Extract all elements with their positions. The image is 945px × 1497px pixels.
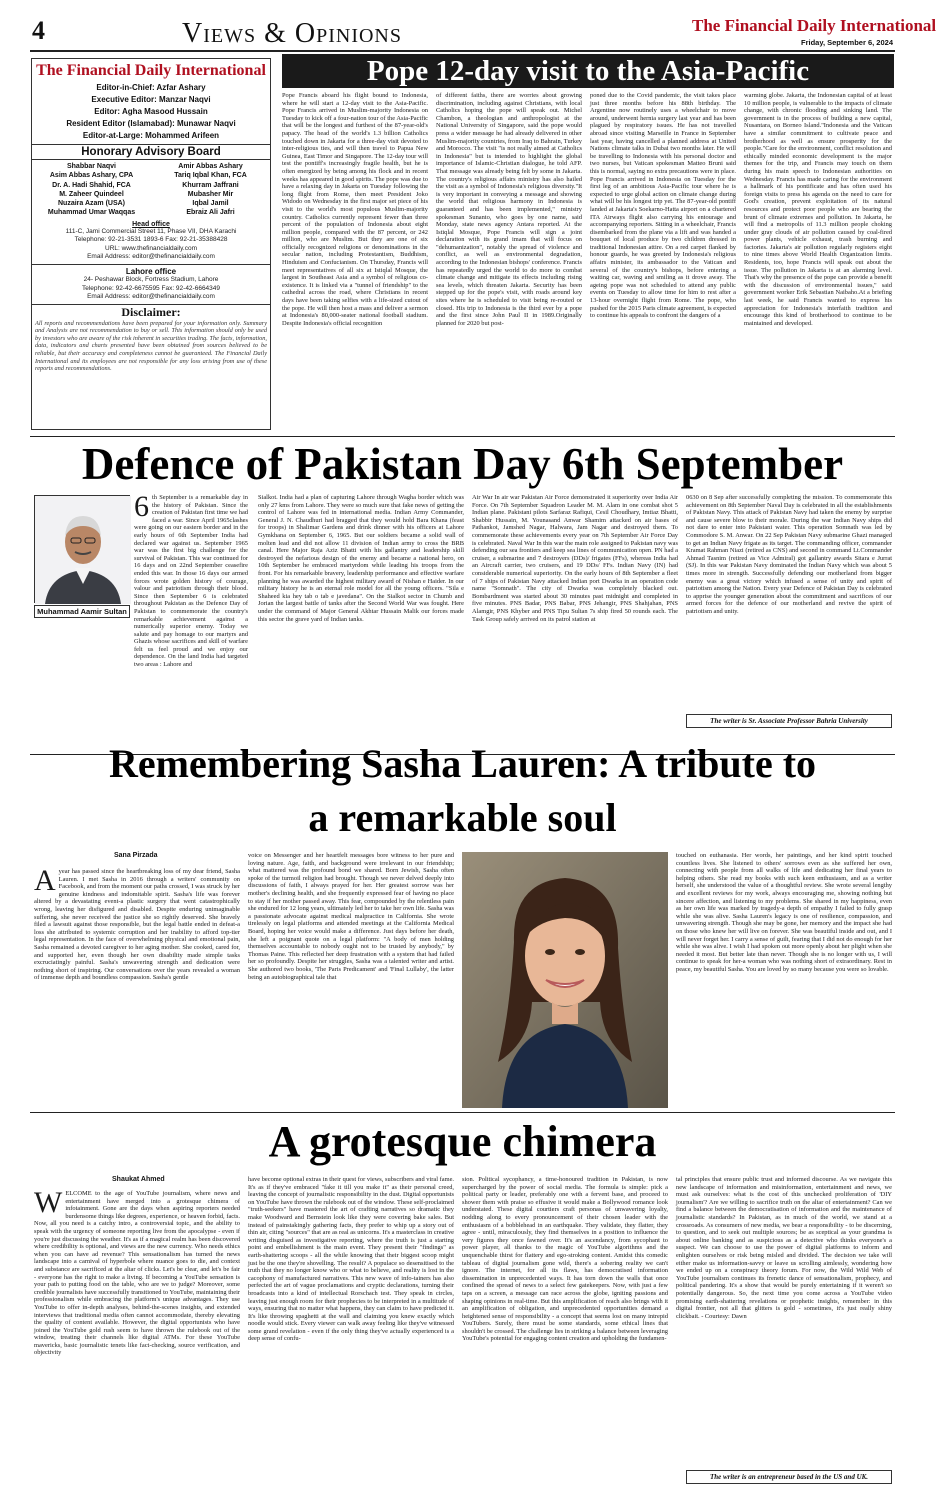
article-column: have become optional extras in their quest for views, subscribers and viral fame. It's as if they've embraced "fake it till you make it" as their personal creed, leaving the concept of journalistic responsibility in the dust. Digital opportunists on YouTube have thrown the rulebook out of the window. These self-proclaimed "truth-seekers" have mastered the art of crafting narratives so dramatic they make Woodward and Bernstein look like they were covering bake sales. But instead of painstakingly gathering facts, they prefer to whip up a story out of thin air, citing "sources" that are as real as unicorns. It's a masterclass in creative writing disguised as investigative reporting, where the truth is just a starting point and embellishment is the main event. They present their "findings" as earth-shattering scoops - all the while knowing that their biggest scoop might just be the one they're shovelling. The result? A populace so desensitised to the truth that they no longer know who or what to believe, and reality is lost in the cacophony of manufactured narratives. This new wave of info-tainers has also perfected the art of vague proclamations and cryptic declarations, turning their broadcasts into a kind of intellectual Rorschach test. They speak in circles, leaving just enough room for their prophecies to be interpreted in a multitude of ways, ensuring that no matter what happens, they can claim to have predicted it. It's like throwing spaghetti at the wall and claiming you knew exactly which noodle would stick. Every viewer can walk away feeling like they've witnessed some grand revelation - even if the only thing they've actually experienced is a deep sense of confu- <box>248 1176 455 1343</box>
article-column: sion. Political sycophancy, a time-honoured tradition in Pakistan, is now supercharged by the power of social media. The formula is simple: pick a political party or leader, preferably one with a fervent base, and proceed to shower them with praise so effusive it would make a Bollywood romance look understated. These digital courtiers craft personas of unwavering loyalty, nodding along to every pronouncement of their chosen leader with the enthusiasm of a bobblehead in an earthquake. They validate, they flatter, they agree - until, miraculously, they find themselves in a position to influence the very figures they once fawned over. It's an ascendancy, from sycophant to power player, all thanks to the magic of YouTube algorithms and the unquenchable thirst for flattery and ego-stroking content. Amidst this comedic tableau of digital journalism gone wild, there's a sobering reality we can't ignore. The internet, for all its flaws, has democratised information dissemination in unprecedented ways. It has torn down the walls that once confined the spread of news to a select few gatekeepers. Now, with just a few taps on a screen, a message can race across the globe, igniting passions and shaping opinions in real-time. But this amplification of reach also brings with it an amplification of obligation, and unprecedented opportunities demand a heightened sense of responsibility - a concept that seems lost on many intrepid YouTubers. Surely, there must be some standards, some ethical lines that shouldn't be crossed. The challenge lies in striking a balance between leveraging YouTube's potential for engaging content creation and upholding the fundamen- <box>462 1176 668 1343</box>
masthead-line: Editor: Agha Masood Hussain <box>94 107 208 116</box>
article-column <box>34 626 248 750</box>
author-name: Muhammad Aamir Sultan <box>34 605 130 618</box>
masthead-box <box>31 58 271 430</box>
article-column: warming globe. Jakarta, the Indonesian capital of at least 10 million people, is vulnerable to the impacts of climate change, with chronic flooding and sinking land. The government is in the process of building a new capital, Nusantara, on Borneo Island."Indonesia and the Vatican have a similar commitment to cultivate peace and brotherhood as well as ensure prosperity for the people."Care for the environment, conflict resolution and ethically minded economic development is the major themes for the trip, and Francis may touch on them during his main speech to Indonesian authorities on Wednesday. Francis has made caring for the environment a hallmark of his pontificate and has often used his foreign visits to press his agenda on the need to care for God's creation, prevent exploitation of its natural resources and protect poor people who are bearing the brunt of climate extremes and pollution. In Jakarta, he will find a metropolis of 11.3 million people choking under gray clouds of air pollution caused by coal-fired power plants, vehicle exhaust, trash burning and factories. Jakarta's air pollution regularly registers eight to nine times above World Health Organization limits. Residents, too, hope Francis will speak out about the issue. The pollution in Jakarta is at an alarming level. That's why the presence of the pope can provide a benefit with the discussion of environmental issues," said government worker Erik Sebastian Naibaho.At a briefing last week, he said Francis wanted to express his appreciation for Indonesia's interfaith tradition and encourage this kind of brotherhood to continue to be maintained and developed. <box>744 92 892 327</box>
advisor: Muhammad Umar Waqqas <box>47 209 136 217</box>
advisor: Tariq Iqbal Khan, FCA <box>174 172 247 180</box>
issue-date: Friday, September 6, 2024 <box>801 38 893 47</box>
section-rule <box>30 1112 895 1113</box>
head-office-address <box>32 228 270 262</box>
article-lead <box>134 490 248 669</box>
article-title: A grotesque chimera <box>268 1117 657 1166</box>
disclaimer-text: All reports and recommendations have been prepared for your information only. Summary and Analysis are not recommendation to buy or sell. This information should only be used by investors who are aware of the risk inherent in securities trading. The facts, information, data, indicators and charts presented have been obtained from sources believed to be reliable, but their accuracy and completeness cannot be guaranteed. The Financial Daily International and its employees are not responsible for any loss arising from use of these reports and recommendations. <box>35 319 267 373</box>
article-column: touched on euthanasia. Her words, her paintings, and her kind spirit touched countless lives. She listened to others' sorrows even as she suffered her own, connecting with people from all walks of life and dedicating her final years to helping others. She read my books with such keen enthusiasm, and as a writer herself, she understood the value of a thoughtful review. She wrote several lengthy and excellent reviews for my work, always encouraging me, showing nothing but sincere affection, and listening to my problems. She shared in my happiness, even as her own life was marked by tragedy-a depth of empathy I failed to fully grasp while she was alive. Sasha Lauren's legacy is one of resilience, compassion, and unwavering strength. Though she may be gone, her memory and the impact she had on those who knew her will live on forever. She was beautiful inside and out, and I will never forget her. I carry a sense of guilt, fearing that I did not do enough for her while she was alive. I wish I had spoken out more openly about her plight when she needed it most. But better late than never. Though she is no longer with us, I will continue to speak for her-a woman who was nothing short of extraordinary. Rest in peace, my beautiful Sasha. You are loved by so many because you were so lovable. <box>676 852 892 973</box>
section-rule <box>30 436 895 437</box>
lead-text: th September is a remarkable day in the history of Pakistan. Since the creation of Pakistan first time we had faced a war. Since April 1965clashes were going on our eastern border and in the early hours of 6th September India had declared war against us. September 1965 war was the first big challenge for the survival of Pakistan. This war continued for 16 days and on 22nd September ceasefire ended this war. In those 16 days our armed forces wrote golden history of courage, valour and patriotism through their blood. Since then September 6 is celebrated throughout Pakistan as the Defence Day of Pakistan to commemorate the country's remarkable achievement against a numerically superior enemy. Today we salute and pay homage to our martyrs and Ghazis whose sacrifices and skill of warfare felt us feel proud and we enjoy our dependence. On the land India had targeted two areas : Lahore and <box>134 494 248 669</box>
lahore-office-address <box>32 276 270 301</box>
article-column: 0630 on 8 Sep after successfully completing the mission. To commemorate this achievement on 8th September Naval Day is celebrated in all the establishments of Pakistan Navy. This attack of Pakistan Navy had taken the enemy by surprise and cause severe blow to their morale. During the war Indian Navy ships did not dare to enter into Pakistani water. This operation Somnath was led by Commodore S. M. Anwar. On 22 Sep Pakistan Navy submarine Ghazi managed to get an Indian Navy frigate as its target. The commanding officer, commander Kramat Rahman Niazi (retired as CNS) and second in command Lt.Commander Ahmad Tasnim (retired as Vice Admiral) got gallantry awards Sitara e Jurrat (SJ). In this war Pakistan Navy dominated the Indian Navy which was about 5 times more in strength. Successfully defending our motherland from bigger enemy was a great victory which infused a sense of unity and spirit of patriotism among the Nation. Every year Defence of Pakistan Day is celebrated to apprise the younger generation about the commitment and sacrifices of our armed forces for the defence of our motherland and revive the spirit of patriotism and unity. <box>686 494 892 615</box>
advisor: Khurram Jaffrani <box>182 181 239 189</box>
author-photo <box>34 495 130 603</box>
advisor: M. Zaheer Quindeel <box>59 190 124 198</box>
lahore-office-label: Lahore office <box>32 264 270 276</box>
author-portrait-icon <box>35 496 131 604</box>
woman-portrait-icon <box>462 852 668 1108</box>
advisor: Iqbal Jamil <box>192 200 229 208</box>
column-text: year has passed since the heartbreaking loss of my dear friend, Sasha Lauren. I met Sasha in 2016 through a writers' community on Facebook, and from the moment our paths crossed, I was struck by her genuine kindness and indomitable spirit. Sasha's life was forever altered by a devastating event-a plastic surgery that went catastrophically wrong, leaving her disfigured and disabled. Despite enduring unimaginable suffering, she never received the justice she so rightly deserved. She bravely filed a lawsuit against those responsible, but the legal battle ended in defeat-a loss she attributed to systemic corruption and her inability to afford top-tier legal representation. In the face of overwhelming physical and emotional pain, Sasha remained a devoted caregiver to her aging mother. She cooked, cared for, and supported her, even though her own disability made simple tasks excruciatingly painful. Sasha's unwavering strength and dedication were nothing short of inspiring. Our conversations over the years revealed a woman of immense depth and boundless compassion. Sasha's gentle <box>34 868 240 982</box>
page-number: 4 <box>32 16 45 45</box>
author-name: Sana Pirzada <box>114 852 158 859</box>
masthead-line: Resident Editor (Islamabad): Munawar Naqvi <box>66 119 236 128</box>
tribute-photo <box>462 852 668 1108</box>
head-office-label: Head office <box>132 220 170 228</box>
writer-note: The writer is an entrepreneur based in the US and UK. <box>686 1470 892 1484</box>
writer-note: The writer is Sr. Associate Professor Bahria University <box>686 714 892 728</box>
advisor: Amir Abbas Ashary <box>178 163 243 170</box>
dropcap: A <box>34 864 56 897</box>
article-title: Defence of Pakistan Day 6th September <box>81 439 844 489</box>
advisor: Ebraiz Ali Jafri <box>186 209 235 217</box>
author-name: Shaukat Ahmed <box>112 1176 165 1183</box>
article-column: voice on Messenger and her heartfelt messages bore witness to her pure and loving nature. Age, faith, and background were irrelevant in our friendship; what mattered was the profound bond we shared. Born Jewish, Sasha often spoke of the turmoil religion had brought. Though we never delved deeply into discussions of faith, I always prayed for her. Her greatest sorrow was her mother's declining health, and she frequently expressed fear of having no place to stay if her mother passed away. This fear, compounded by the relentless pain she endured for 12 long years, ultimately led her to take her own life. Sasha was a passionate advocate against medical malpractice in California. She wrote tirelessly on legal platforms and attended meetings at the California Medical Board, hoping her voice would make a difference. Just days before her death, she left a poignant quote on a legal platform: "A body of men holding themselves accountable to nobody ought not to be trusted by anybody," by Thomas Paine. This reflected her deep frustration with a system that had failed her so profoundly. Despite her struggles, Sasha was a talented writer and artist. She authored two books, 'The Paris Predicament' and 'Final Lullaby', the latter being an autobiographical tale that <box>248 852 454 981</box>
paper-name: The Financial Daily International <box>692 16 937 35</box>
advisory-board <box>32 162 270 218</box>
masthead-line: Editor-in-Chief: Azfar Ashary <box>96 83 206 92</box>
article-column: poned due to the Covid pandemic, the visit takes place just three months before his 88th birthday. The Argentine now routinely uses a wheelchair to move around, underwent hernia surgery last year and has been plagued by respiratory issues. He has not travelled abroad since visiting Marseille in France in September last year, having cancelled a planned address at United Nations climate talks in Dubai two months later. He will be travelling to Indonesia with his personal doctor and two nurses, but Vatican spokesman Matteo Bruni said this is normal, saying no extra precautions were in place. Pope Francis arrived in Indonesia on Tuesday for the first leg of an ambitious Asia-Pacific tour where he is expected to urge global action on climate change during what will be his longest trip yet. The 87-year-old pontiff landed at Jakarta's Soekarno-Hatta airport on a chartered ITA Airways flight also carrying his entourage and accompanying reporters. Sitting in a wheelchair, Francis disembarked from the plane via a lift and was handed a bouquet of local produce by two children dressed in traditional Indonesian attire. On a red carpet flanked by honour guards, he was greeted by Indonesia's religious affairs minister, its ambassador to the Vatican and several of the country's bishops, before entering a waiting car, waving and smiling as it drove away. The ageing pope was not scheduled to attend any public events on Tuesday to allow time for him to rest after a 13-hour overnight flight from Rome. The pope, who pushed for the 2015 Paris climate agreement, is expected to continue his appeals to confront the dangers of a <box>590 92 736 320</box>
address-line: Email Address: editor@thefinancialdaily.com <box>87 253 215 260</box>
address-line: Telephone: 92-42-6675595 Fax: 92-42-6664349 <box>81 284 221 292</box>
article-title: a remarkable soul <box>308 795 617 840</box>
article-column <box>34 864 240 1108</box>
masthead-line: Editor-at-Large: Mohammed Arifeen <box>82 131 220 140</box>
header-rule <box>30 50 895 52</box>
article-column: Pope Francis aboard his flight bound to Indonesia, where he will start a 12-day visit to the Asia-Pacific. Pope Francis arrived in Muslim-majority Indonesia on Tuesday to kick off a four-nation tour of the Asia-Pacific that will be the longest and furthest of the 87-year-old's papacy. The head of the world's 1.3 billion Catholics touched down in Jakarta for a three-day visit devoted to inter-religious ties, and will then travel to Papua New Guinea, East Timor and Singapore. The 12-day tour will test the pontiff's increasingly fragile health, but he is often energized by being among his flock and in recent weeks has appeared in good spirits. The pope was due to have a relaxing day in Jakarta on Tuesday following the long flight from Rome, then meet President Joko Widodo on Wednesday in the first major set piece of his visit to the world's most populous Muslim-majority country. Catholics currently represent fewer than three percent of the population of Indonesia about eight million people, compared with the 87 percent, or 242 million, who are Muslim. But they are one of six officially recognized religions or denominations in the secular nation, including Protestantism, Buddhism, Hinduism and Confucianism. On Thursday, Francis will meet representatives of all six at Istiqlal Mosque, the largest in Southeast Asia and a symbol of religious co-existence. It is linked via a "tunnel of friendship" to the cathedral across the road, where Christians in recent days have been taking selfies with a life-sized cutout of the pope. He will then host a mass and deliver a sermon at Indonesia's 80,000-seater national football stadium. Despite Indonesia's official recognition <box>282 92 428 327</box>
disclaimer-heading: Disclaimer: <box>32 304 270 320</box>
advisor: Asim Abbas Ashary, CPA <box>49 172 134 180</box>
address-line: 24- Peshawar Block, Fortress Stadium, Lahore <box>83 276 219 284</box>
advisor: Dr. A. Hadi Shahid, FCA <box>52 181 131 189</box>
address-line: 111-C, Jami Commercial Street 11, Phase VII, DHA Karachi <box>65 227 237 235</box>
section-title: Views & Opinions <box>182 18 402 49</box>
address-line: URL: www.thefinancialdaily.com <box>105 244 197 252</box>
dropcap: 6 <box>134 490 149 523</box>
advisor: Mubasher Mir <box>187 190 234 198</box>
address-line: Telephone: 92-21-3531 1893-6 Fax: 92-21-35388428 <box>74 236 228 244</box>
article-column: Sialkot. India had a plan of capturing Lahore through Wagha border which was only 27 kms from Lahore. They were so much sure that fake news of getting the control of Lahore was fed in international media. Indian Army Commander, General J. N. Chaudhuri had bragged that they would hold Bara Khana (feast for troops) in Shalimar Gardens and drink dinner with his officers at Lahore Gymkhana on September 6, 1965. But our soldiers became a solid wall of molten lead and did not allow 11 division of Indian army to cross the BRB canal. Here Major Raja Aziz Bhatti with his gallantry and leadership skill destroyed the nefarious design of the enemy and became a national hero, on 10th September he embraced martyrdom while leading his troops from the front. For his remarkable bravery, leadership performance and effective warfare planning he was awarded the highest military award of Nishan e Haider. In our military history he is an eternal role model for all the young officers. "Sila e Shaheed kia hey tab o tab e javedana". On the Sialkot sector in Chumb and Jorian the largest battle of tanks after the Second World War was fought. Here under the command of Major General Akhtar Hussain Malik our forces made this sector the grave yard of Indian tanks. <box>258 494 464 623</box>
advisor: Shabbar Naqvi <box>66 163 116 170</box>
article-title: Pope 12-day visit to the Asia-Pacific <box>282 54 894 88</box>
dropcap: W <box>34 1186 63 1219</box>
article-title: Remembering Sasha Lauren: A tribute to <box>108 741 817 786</box>
advisor: Nuzaira Azam (USA) <box>57 200 126 208</box>
advisory-heading: Honorary Advisory Board <box>32 144 270 160</box>
masthead-title: The Financial Daily International <box>36 62 266 79</box>
article-column: Air War In air war Pakistan Air Force demonstrated it superiority over India Air Force. On 7th September Squadron Leader M. M. Alam in one combat shot 5 Indian plane. Pakistani pilots Sarfaraz Rafiqui, Cesil Choudhary, Imtiaz Bhatti, Shabbir Hussain, M. Younasand Anwar Shamim attacked on air bases of Pathankot, Jamshed Nagar, Halwara, Jam Nagar and destroyed them. To commemorate these achievements every year on 7th September Air Force Day is celebrated. Naval War In this war the main role assigned to Pakistan navy was defending our sea frontiers and keep sea lines of communication open. PN had a cruiser, a submarine and 7 destroyers (DDs)/ frigates (FFs), whereas India had an Aircraft carrier, two cruisers, and 19 DDs/ FFs. Indian Navy (IN) had considerable numerical superiority. On the early hours of 8th September a fleet of 7 ships of Pakistan Navy attacked Indian port Dwarka in an operation code name "Somnath". The city of Dwarka was completely blacked out. Bombardment was started about 30 minutes past midnight and completed in five minutes. PNS Badar, PNS Babar, PNS Jehangir, PNS Shahjahan, PNS Alamgir, PNS Khyber and PNS Tipu Sultan 7s ship fired 50 rounds each. The Task Group safely arrived on its patrol station at <box>472 494 678 623</box>
masthead-line: Executive Editor: Manzar Naqvi <box>91 95 211 104</box>
article-column: of different faiths, there are worries about growing discrimination, including against Christians, with local Catholics hoping the pope will speak out. Michel Chambon, a theologian and anthropologist at the National University of Singapore, said the pope would press a wider message he had already delivered in other Muslim-majority countries, from Iraq to Bahrain, Turkey and Morocco. The visit "is not really aimed at Catholics in Indonesia" but is intended to highlight the global importance of Islamic-Christian dialogue, he told AFP. That message was already being felt by some in Jakarta. The country's religious affairs ministry has also hailed the visit as a symbol of Indonesia's religious diversity."It is very important in conveying a message and showing the world that religious harmony in Indonesia is guaranteed and has been implemented," ministry spokesman Sunanto, who goes by one name, said Monday, state news agency Antara reported. At the Istiqlal Mosque, Pope Francis will sign a joint declaration with its grand imam that will focus on "dehumanization", notably the spread of violence and conflict, as well as environmental degradation, according to the Indonesian bishops' conference. Francis has repeatedly urged the world to do more to combat climate change and mitigate its effects including rising sea levels, which threaten Jakarta. Security has been stepped up for the pope's visit, with roads around key sites where he is scheduled to visit being re-routed or closed. His trip to Indonesia is the third ever by a pope and the first since John Paul II in 1989.Originally planned for 2020 but post- <box>436 92 582 327</box>
address-line: Email Address: editor@thefinancialdaily.com <box>87 293 215 301</box>
column-text: ELCOME to the age of YouTube journalism, where news and entertainment have merged into a grotesque chimera of infotainment. Gone are the days when aspiring reporters needed burdensome things like degrees, experience, or heaven forbid, facts. Now, all you need is a catchy intro, a controversial topic, and the ability to speak with the urgency of someone reporting live from the apocalypse - even if you're just discussing the weather. It's as if a magical realm has been discovered where credibility is optional, and views are the new currency. Who needs ethics when you can have ad revenue? This sensationalism has turned the news landscape into a carnival of hyperbole where nuance goes to die, and context and substance are sacrificed at the altar of clicks. Let's be clear, and let's be fair - everyone has the right to make a living. If becoming a YouTube sensation is your path to putting food on the table, who are we to judge? Moreover, some credible journalists have successfully transitioned to YouTube, maintaining their professionalism while embracing the platform's unique advantages. They use YouTube to offer in-depth analyses, behind-the-scenes insights, and extended interviews that traditional media often cannot accommodate, thereby elevating the quality of content available. However, the digital opportunists who have joined the YouTube gold rush seem to have thrown the rulebook out of the window, treating their channels like digital ATMs. For these YouTube mavericks, basic journalistic tenets like fact-checking, source verification, and objectivity <box>34 1190 240 1357</box>
article-column <box>34 1186 240 1490</box>
article-column: tal principles that ensure public trust and informed discourse. As we navigate this new landscape of information and misinformation, entertainment and news, we must ask ourselves: what is the cost of this unchecked proliferation of 'DIY journalism'? Are we willing to sacrifice truth on the altar of entertainment? Can we find a balance between the democratisation of information and the maintenance of journalistic standards? In Pakistan, as in much of the world, we stand at a crossroads. As consumers of new media, we bear a responsibility - to be discerning, to question, and to seek out multiple sources; be as sceptical as your grandma is about online banking and as suspicious as a detective who thinks everyone's a suspect. We can choose to use the power of digital platforms to inform and enlighten ourselves or risk being misled and divided. The decision we take will either make us information-savvy or leave us scrolling aimlessly, wondering how we ended up on a conspiracy theory forum. For now, the Wild Wild Web of YouTube journalism continues its frenetic dance of sensationalism, prophecy, and political pandering. It's a show that would be purely entertaining if it weren't so potentially dangerous. So, the next time you come across a YouTube video promising earth-shattering revelations or prophetic insights, remember: in this digital frontier, not all that glitters is gold - sometimes, it's just really shiny clickbait. - Courtesy: Dawn <box>676 1176 892 1320</box>
